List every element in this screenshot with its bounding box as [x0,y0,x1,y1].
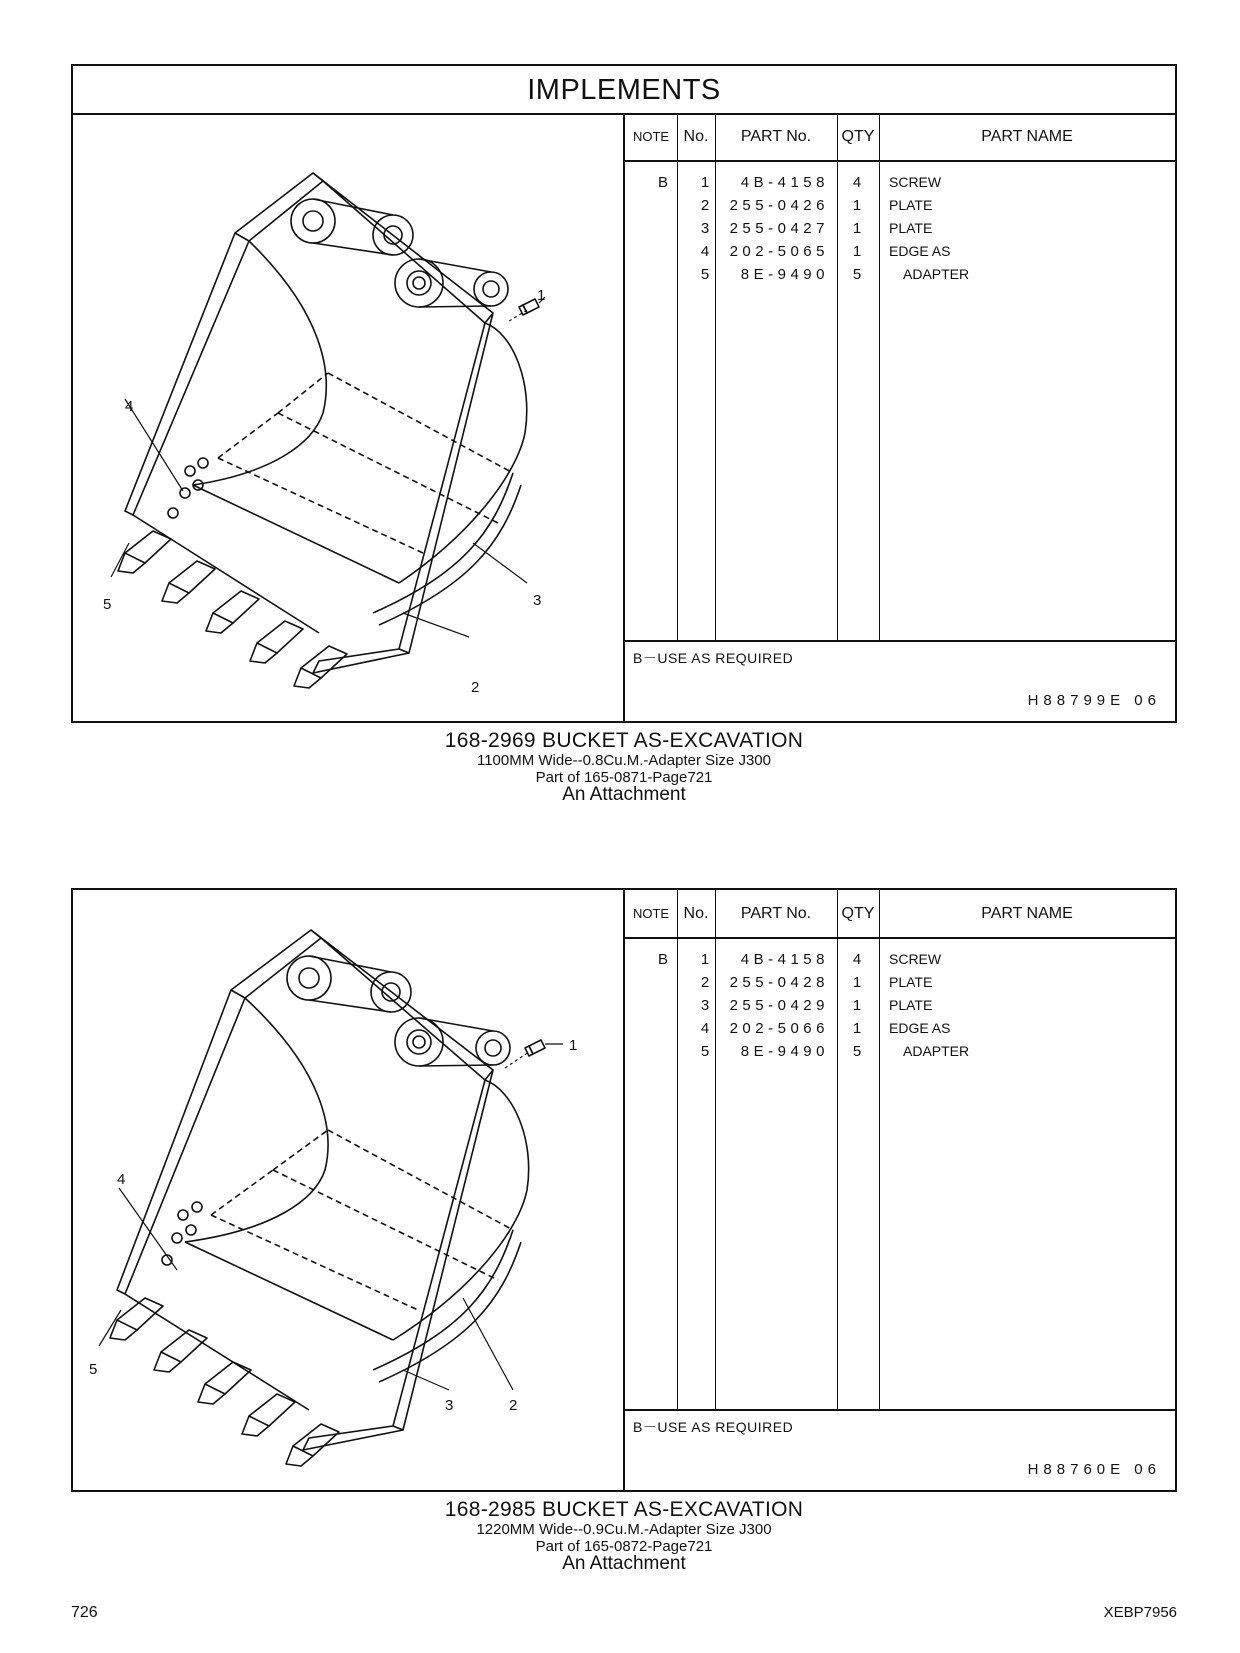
callout-2: 2 [471,679,480,696]
row-qty: 1 [852,197,862,214]
page-number: 726 [71,1604,98,1621]
row-number: 2 [700,974,710,991]
row-qty: 1 [852,1020,862,1037]
row-qty: 4 [852,951,862,968]
callout-3: 3 [445,1397,454,1414]
bucket-illustration [73,890,623,1490]
row-qty: 5 [852,1043,862,1060]
col-qty-header: QTY [841,128,875,145]
table-row [625,194,1175,217]
row-number: 2 [700,197,710,214]
table-row [625,1040,1175,1063]
assembly-title: 168-2985 BUCKET AS-EXCAVATION [444,1498,804,1521]
row-part-no: 202-5065 [729,243,829,260]
row-part-name: SCREW [889,174,942,190]
assembly-title: 168-2969 BUCKET AS-EXCAVATION [444,729,804,752]
col-partname-header: PART NAME [981,905,1073,922]
row-part-no: 8E-9490 [740,1043,829,1060]
row-qty: 1 [852,974,862,991]
parts-panel-2 [71,888,1177,1492]
row-note: B [657,951,668,968]
table-row [625,171,1175,194]
callout-5: 5 [103,596,112,613]
row-part-name: SCREW [889,951,942,967]
table-row [625,1017,1175,1040]
row-part-no: 255-0426 [729,197,829,214]
row-number: 3 [700,220,710,237]
row-part-name: ADAPTER [903,266,970,282]
callout-1: 1 [537,287,546,304]
caption-1 [71,730,1177,804]
col-note-header: NOTE [632,129,670,144]
row-part-name: PLATE [889,197,933,213]
row-number: 5 [700,1043,710,1060]
assembly-attachment-note: An Attachment [562,784,686,805]
row-qty: 1 [852,243,862,260]
parts-table-1 [623,113,1175,721]
row-number: 3 [700,997,710,1014]
callout-2: 2 [509,1397,518,1414]
col-note-header: NOTE [632,906,670,921]
row-part-name: PLATE [889,997,933,1013]
row-part-no: 255-0427 [729,220,829,237]
callout-4: 4 [117,1171,126,1188]
callout-4: 4 [125,398,134,415]
callout-3: 3 [533,592,542,609]
assembly-attachment-note: An Attachment [562,1553,686,1574]
col-no-header: No. [683,905,709,922]
table-row [625,263,1175,286]
row-part-no: 4B-4158 [740,174,829,191]
row-number: 4 [700,243,710,260]
table-row [625,240,1175,263]
row-part-name: PLATE [889,974,933,990]
row-qty: 1 [852,997,862,1014]
row-part-no: 202-5066 [729,1020,829,1037]
row-part-name: EDGE AS [889,1020,951,1036]
row-part-no: 8E-9490 [740,266,829,283]
row-note: B [657,174,668,191]
row-part-name: ADAPTER [903,1043,970,1059]
row-part-no: 255-0428 [729,974,829,991]
footnote: B－USE AS REQUIRED [633,650,794,666]
assembly-spec: 1100MM Wide--0.8Cu.M.-Adapter Size J300 [476,752,771,769]
bucket-diagram-1 [73,113,623,721]
table-header [625,890,1175,939]
table-header [625,113,1175,162]
row-part-name: PLATE [889,220,933,236]
row-part-no: 4B-4158 [740,951,829,968]
col-partno-header: PART No. [740,905,812,922]
callout-5: 5 [89,1361,98,1378]
row-number: 4 [700,1020,710,1037]
bucket-illustration [73,113,623,721]
table-footnote-area [625,640,1175,721]
assembly-spec: 1220MM Wide--0.9Cu.M.-Adapter Size J300 [476,1521,772,1538]
row-qty: 5 [852,266,862,283]
table-footnote-area [625,1409,1175,1490]
parts-panel-1 [71,64,1177,723]
col-qty-header: QTY [841,905,875,922]
row-number: 1 [700,951,710,968]
table-row [625,217,1175,240]
row-number: 1 [700,174,710,191]
table-row [625,994,1175,1017]
table-row [625,971,1175,994]
section-heading: IMPLEMENTS [73,66,1175,115]
col-partname-header: PART NAME [981,128,1073,145]
row-number: 5 [700,266,710,283]
illustration-ref-code: H88799E 06 [1027,692,1161,709]
assembly-parent-ref: Part of 165-0872-Page721 [535,1538,713,1555]
col-no-header: No. [683,128,709,145]
callout-1: 1 [569,1037,578,1054]
illustration-ref-code: H88760E 06 [1027,1461,1161,1478]
caption-2 [71,1499,1177,1573]
table-row [625,948,1175,971]
row-part-no: 255-0429 [729,997,829,1014]
bucket-diagram-2 [73,890,623,1490]
footnote: B－USE AS REQUIRED [633,1419,794,1435]
assembly-parent-ref: Part of 165-0871-Page721 [535,769,713,786]
row-qty: 4 [852,174,862,191]
document-code: XEBP7956 [1103,1604,1177,1621]
row-part-name: EDGE AS [889,243,951,259]
parts-table-2 [623,890,1175,1490]
col-partno-header: PART No. [740,128,812,145]
row-qty: 1 [852,220,862,237]
